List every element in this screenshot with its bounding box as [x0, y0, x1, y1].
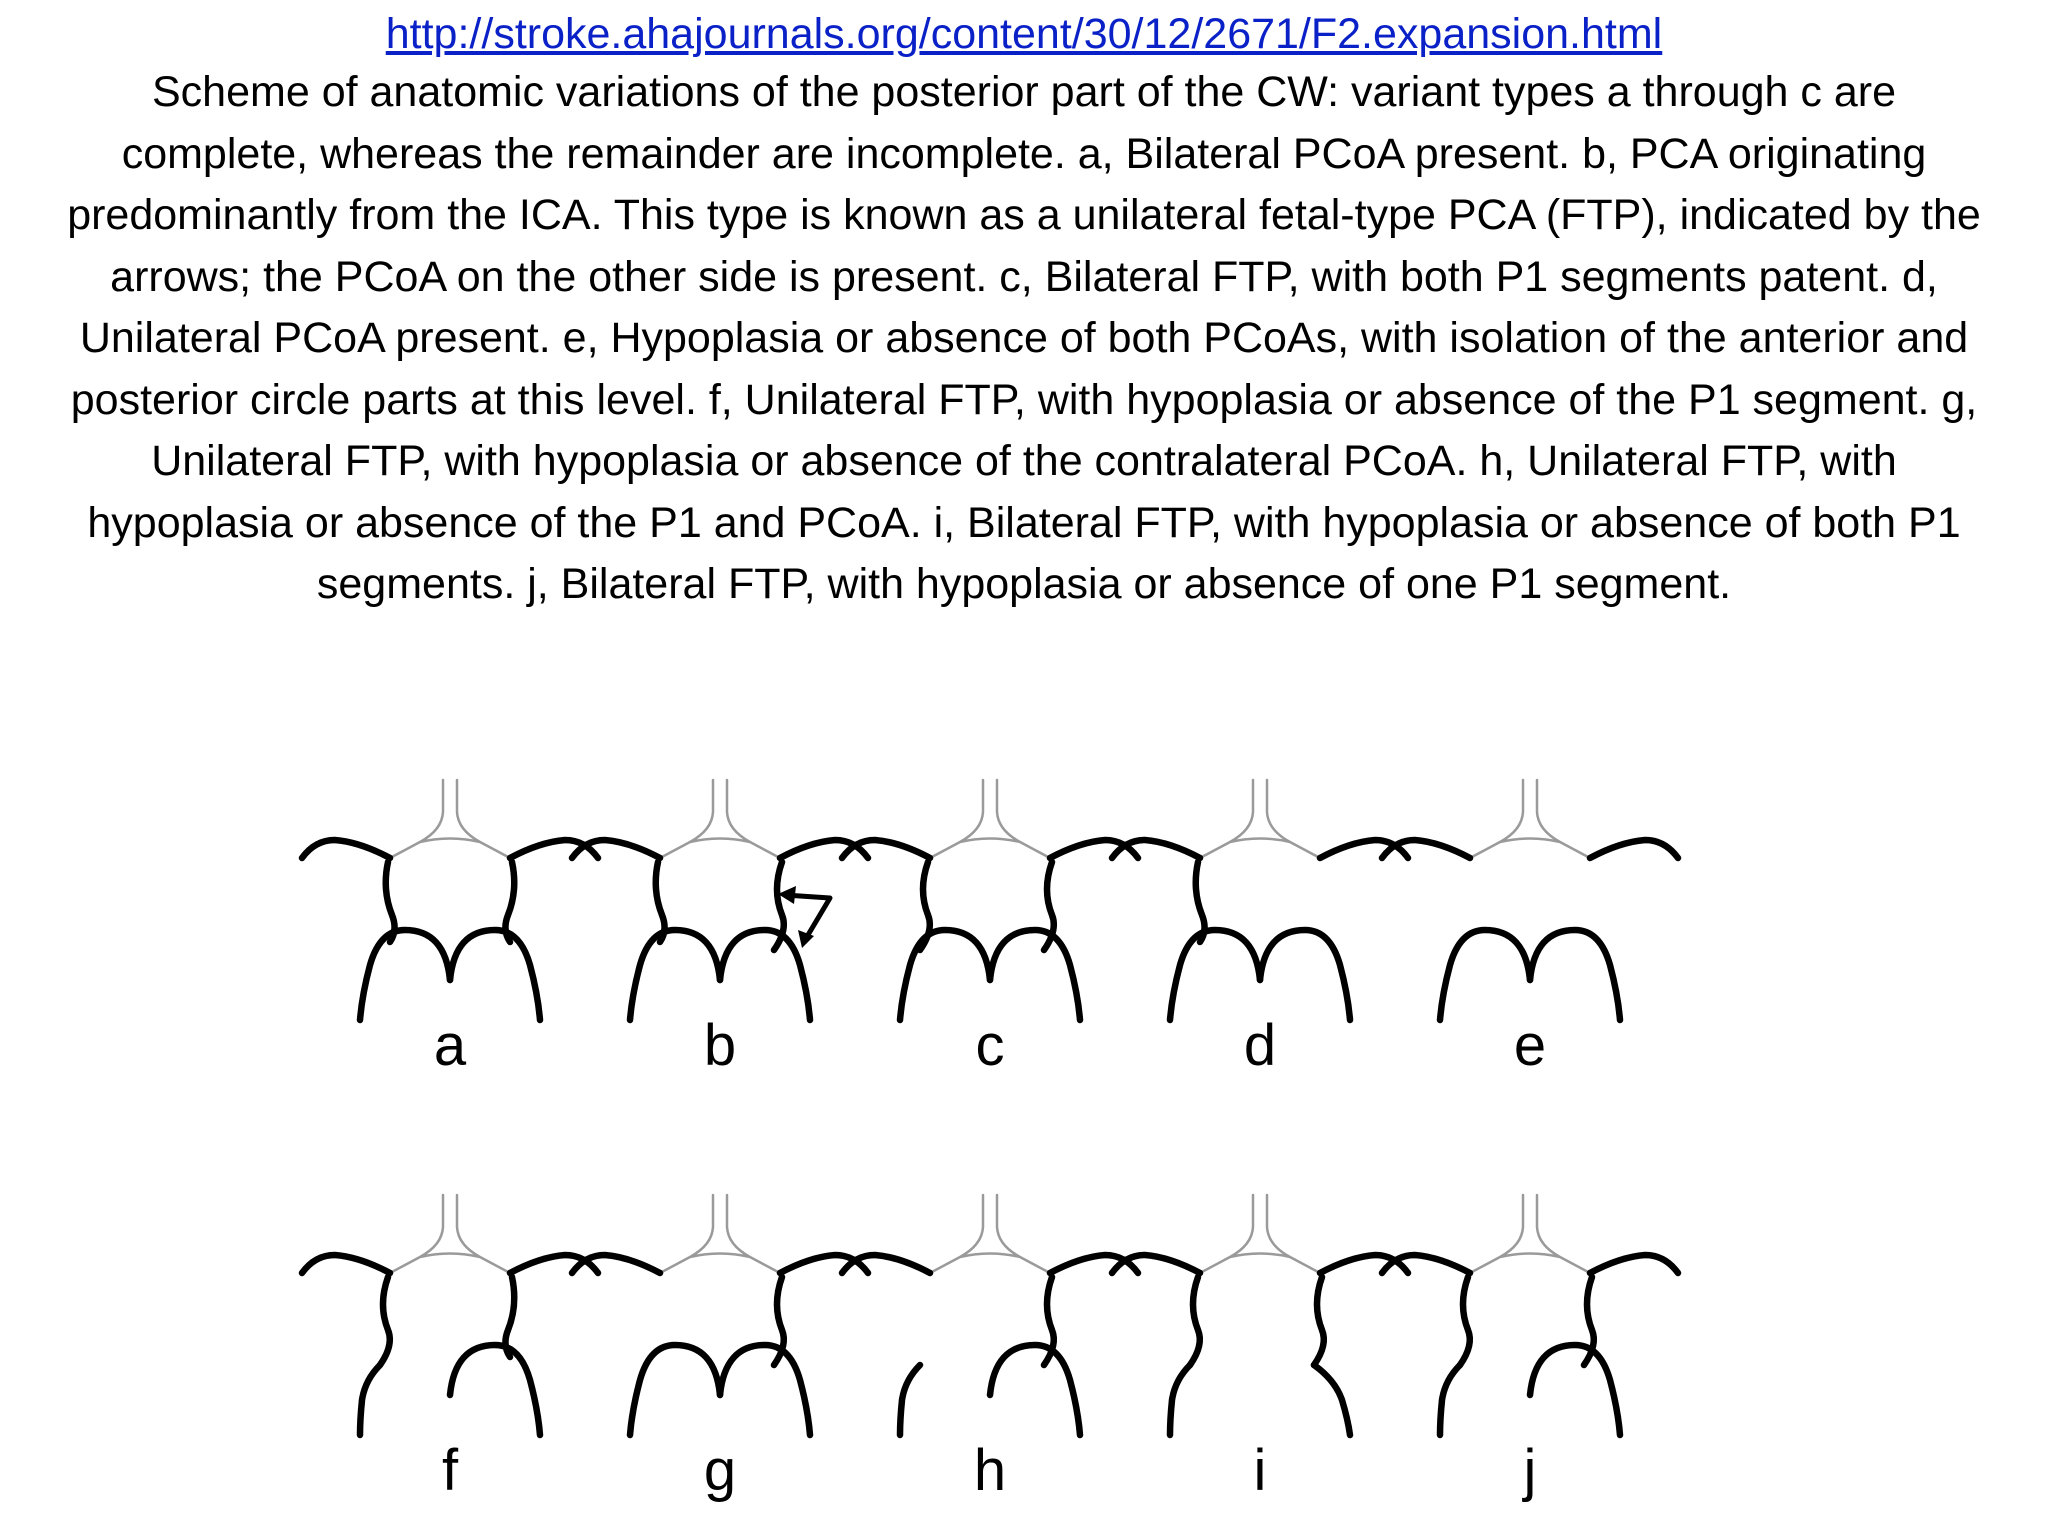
right-p1-segment [720, 930, 810, 1020]
left-ica-mca [302, 840, 390, 858]
left-pca [1440, 1365, 1460, 1435]
variant-h [842, 1195, 1138, 1435]
anterior-cerebral-arteries [390, 780, 510, 858]
right-p1-segment [990, 930, 1080, 1020]
variant-d [1112, 780, 1408, 1020]
left-ica-mca [1382, 1255, 1470, 1273]
left-ica-mca [572, 840, 660, 858]
variant-label-g: g [703, 1438, 737, 1503]
anterior-cerebral-arteries [930, 780, 1050, 858]
variant-j [1382, 1195, 1678, 1435]
right-p1-segment [450, 930, 540, 1020]
left-pca [900, 1365, 920, 1435]
right-pca [1314, 1365, 1350, 1435]
left-ica-mca [842, 840, 930, 858]
right-p1-segment [1530, 930, 1620, 1020]
variant-label-a: a [433, 1013, 467, 1078]
left-ica-mca [1112, 1255, 1200, 1273]
variant-a [302, 780, 598, 1020]
left-pcoa [1460, 1277, 1470, 1365]
right-pcoa [1314, 1277, 1324, 1365]
right-ica-mca [1590, 840, 1678, 858]
left-p1-segment [900, 930, 990, 1020]
left-pca [1170, 1365, 1190, 1435]
left-ica-mca [1112, 840, 1200, 858]
variant-b [572, 780, 868, 1020]
right-p1-segment [1260, 930, 1350, 1020]
right-p1-segment [990, 1345, 1080, 1435]
left-pca [360, 1365, 380, 1435]
variant-label-h: h [973, 1438, 1007, 1503]
left-p1-segment [360, 930, 450, 1020]
variant-c [842, 780, 1138, 1020]
variant-label-e: e [1513, 1013, 1547, 1078]
left-p1-segment [1440, 930, 1530, 1020]
anterior-cerebral-arteries [660, 780, 780, 858]
right-p1-segment [450, 1345, 540, 1435]
anterior-cerebral-arteries [930, 1195, 1050, 1273]
left-ica-mca [302, 1255, 390, 1273]
left-p1-segment [630, 930, 720, 1020]
left-ica-mca [842, 1255, 930, 1273]
left-ica-mca [1382, 840, 1470, 858]
anterior-cerebral-arteries [660, 1195, 780, 1273]
anterior-cerebral-arteries [390, 1195, 510, 1273]
variant-label-c: c [975, 1013, 1005, 1078]
figure-caption: Scheme of anatomic variations of the posterior part of the CW: variant types a through c are complete, whereas the remainder are incomplete. a, Bilateral PCoA present. b, PCA originating predominantly from the ICA. This type is known as a unilateral fetal-type PCA (FTP), indicated by the arrows; the PCoA on the other side is present. c, Bilateral FTP, with both P1 segments patent. d, Unilateral PCoA present. e, Hypoplasia or absence of both PCoAs, with isolation of the anterior and posterior circle parts at this level. f, Unilateral FTP, with hypoplasia or absence of the P1 segment. g, Unilateral FTP, with hypoplasia or absence of the contralateral PCoA. h, Unilateral FTP, with hypoplasia or absence of the P1 and PCoA. i, Bilateral FTP, with hypoplasia or absence of both P1 segments. j, Bilateral FTP, with hypoplasia or absence of one P1 segment. [67, 68, 1981, 608]
variant-label-b: b [703, 1013, 737, 1078]
left-p1-segment [630, 1345, 720, 1435]
left-pcoa [1190, 1277, 1200, 1365]
anterior-cerebral-arteries [1200, 1195, 1320, 1273]
anterior-cerebral-arteries [1200, 780, 1320, 858]
variant-label-d: d [1243, 1013, 1277, 1078]
variant-e [1382, 780, 1678, 1020]
left-p1-segment [1170, 930, 1260, 1020]
left-ica-mca [572, 1255, 660, 1273]
source-link[interactable]: http://stroke.ahajournals.org/content/30/12/2671/F2.expansion.html [385, 10, 1663, 58]
anterior-cerebral-arteries [1470, 780, 1590, 858]
variant-label-i: i [1253, 1438, 1267, 1503]
right-ica-mca [1590, 1255, 1678, 1273]
variant-g [572, 1195, 868, 1435]
left-pcoa [380, 1277, 390, 1365]
right-p1-segment [1530, 1345, 1620, 1435]
variant-i [1112, 1195, 1408, 1435]
variant-f [302, 1195, 598, 1435]
anterior-cerebral-arteries [1470, 1195, 1590, 1273]
variant-label-j: j [1523, 1438, 1537, 1503]
variant-label-f: f [441, 1438, 459, 1503]
right-p1-segment [720, 1345, 810, 1435]
